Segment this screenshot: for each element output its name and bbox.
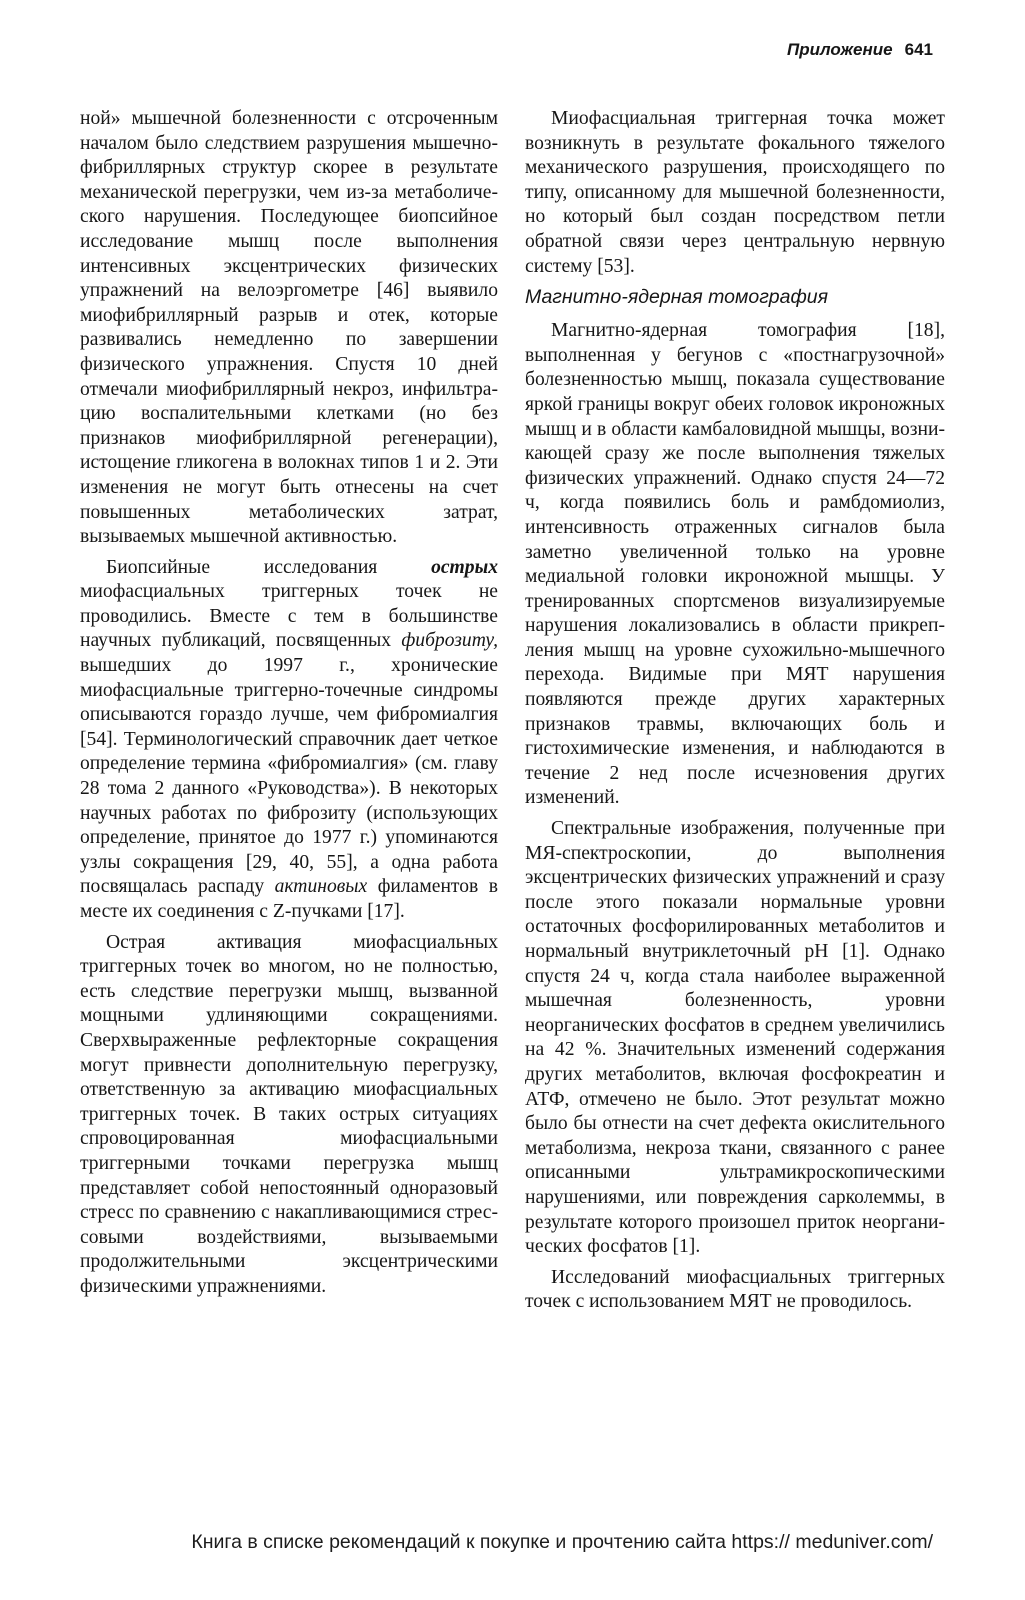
text-run: Биопсийные исследования [106,556,432,578]
text-run: Спектральные изображения, полученные при МЯ-спектроскопии, до выполнения эксцентрических физических упражнений и сразу после этого показали нормальные уровни остаточных фосфорилированных метаболитов и нормальный внутриклеточный pH [1]. Однако спустя 24 ч, когда стала наиболее выраженной мышечная болезненность, уровни неорганических фосфатов в среднем увеличились на 42 %. Значительных изменений содержания других метаболитов, включая фосфокреатин и АТФ, отмечено не было. Этот результат можно было бы отнести на счет дефекта окислительного метаболизма, некроза ткани, связанного с ранее описанными ультрамикроскопическими нарушениями, или повреждения сарколеммы, в результате которого произошел приток неорганических фосфатов [1]. [525,818,945,1258]
paragraph [525,817,945,1260]
text-run: Миофасциальная триггерная точка может возникнуть в результате фокального тяжелого механического разрушения, происходящего по типу, описанному для мышечной болезненности, но который был создан посредством петли обратной связи через центральную нервную систему [53]. [525,108,945,277]
paragraph [525,107,945,279]
emphasis-text: фиброзиту, [401,630,498,652]
left-column [80,107,498,1300]
right-column [525,107,945,1315]
paragraph [80,107,498,550]
paragraph [525,1266,945,1315]
section-heading: Магнитно-ядерная томография [525,286,829,309]
running-head [787,40,933,60]
emphasis-text: актиновых [274,876,368,898]
text-run: Исследований миофасциальных триггерных точек с использованием МЯТ не проводилось. [525,1266,945,1313]
emphasis-text: острых [431,556,498,578]
text-run: вышедших до 1997 г., хронические миофасциальные триггерно-точечные синдромы описываются гораздо лучше, чем фибромиалгия [54]. Терминологический справочник дает четкое определение термина «фибромиалгия» (см. главу 28 тома 2 данного «Руководства»). В некоторых научных работах по фиброзиту (использующих определение, принятое до 1977 г.) упоминаются узлы сокращения [29, 40, 55], а одна работа посвящалась распаду [80,655,498,898]
paragraph [525,319,945,811]
paragraph [80,556,498,925]
text-run: филаментов в месте их соединения с Z-пучками [17]. [80,876,498,922]
footer-note: Книга в списке рекомендаций к покупке и прочтению сайта https:// meduniver.com/ [191,1531,933,1553]
section-title: Приложение [787,40,893,59]
paragraph [80,931,498,1300]
text-run: ной» мышечной болезненности с отсроченным началом было следствием разрушения мышечно-фибриллярных структур скорее в результате механической перегрузки, чем из-за метаболического нарушения. Последующее биопсийное исследование мышц после выполнения интенсивных эксцентрических физических упражнений на велоэргометре [46] выявило миофибриллярный разрыв и отек, которые развивались немедленно по завершении физического упражнения. Спустя 10 дней отмечали миофибриллярный некроз, инфильтрацию воспалительными клетками (но без признаков миофибриллярной регенерации), истощение гликогена в волокнах типов 1 и 2. Эти изменения не могут быть отнесены на счет повышенных метаболических затрат, вызываемых мышечной активностью. [80,108,498,548]
text-run: Острая активация миофасциальных триггерных точек во многом, но не полностью, есть следствие перегрузки мышц, вызванной мощными удлиняющими сокращениями. Сверхвыраженные рефлекторные сокращения могут привнести дополнительную перегрузку, ответственную за активацию миофасциальных триггерных точек. В таких острых ситуациях спровоцированная миофасциальными триггерными точками перегрузка мышц представляет собой непостоянный одноразовый стресс по сравнению с накапливающимися стрессовыми воздействиями, вызываемыми продолжительными эксцентрическими физическими упражнениями. [80,931,498,1297]
text-run: миофасциальных триггерных точек не проводились. Вместе с тем в большинстве научных публикаций, посвященных [80,581,498,652]
text-run: Магнитно-ядерная томография [18], выполненная у бегунов с «постнагрузочной» болезненностью мышц, показала существование яркой границы вокруг обеих головок икроножных мышц и в области камбаловидной мышцы, возникающей сразу же после выполнения тяжелых физических упражнений. Однако спустя 24—72 ч, когда появились боль и рамбдомиолиз, интенсивность отраженных сигналов была заметно увеличенной только на уровне медиальной головки икроножной мышцы. У тренированных спортсменов визуализируемые нарушения локализовались в области прикрепления мышц на уровне сухожильно-мышечного перехода. Видимые при МЯТ нарушения появляются прежде других характерных признаков травмы, включающих боль и гистохимические изменения, и наблюдаются в течение 2 нед после исчезновения других изменений. [525,320,945,809]
page-number: 641 [904,40,933,59]
